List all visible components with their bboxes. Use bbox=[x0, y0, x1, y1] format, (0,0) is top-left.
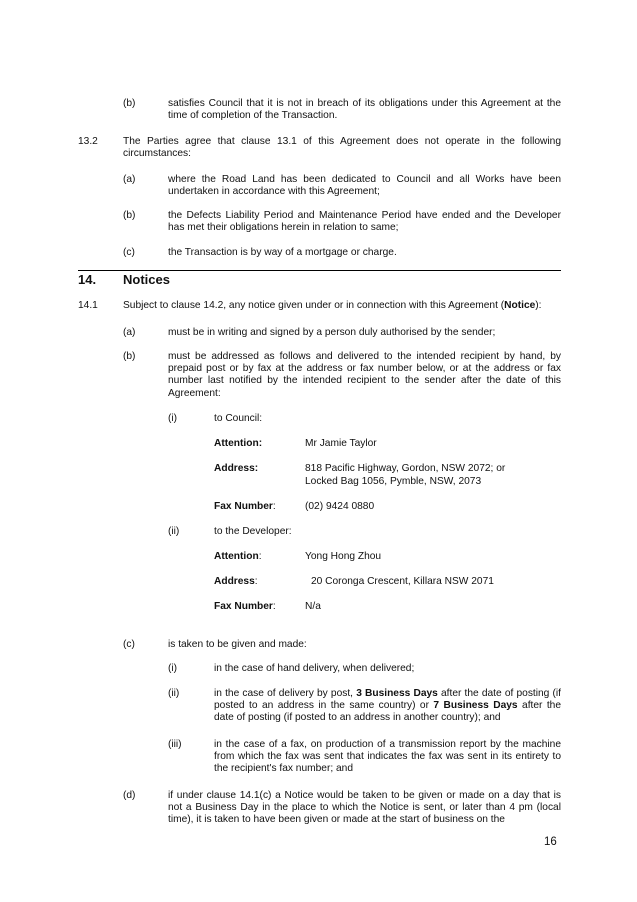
clause-14-1-text: Subject to clause 14.2, any notice given under or in connection with this Agreement (Notice): bbox=[123, 300, 542, 311]
clause-14-1-a-label: (a) bbox=[123, 327, 136, 338]
clause-14-1-b-label: (b) bbox=[123, 351, 136, 362]
section-14-title: Notices bbox=[123, 272, 170, 287]
section-divider-rule bbox=[78, 270, 561, 271]
clause-13-2-c-label: (c) bbox=[123, 247, 135, 258]
clause-13-2-a-text: where the Road Land has been dedicated to Council and all Works have been undertaken in accordance with this Agreement; bbox=[168, 174, 561, 198]
clause-14-1-c-i-label: (i) bbox=[168, 663, 178, 674]
clause-14-1-c-text: is taken to be given and made: bbox=[168, 639, 307, 650]
clause-13-1-b-label: (b) bbox=[123, 98, 136, 109]
clause-13-2-a-label: (a) bbox=[123, 174, 136, 185]
clause-14-1-c-iii-label: (iii) bbox=[168, 739, 182, 750]
council-fax-label: Fax Number: bbox=[214, 501, 276, 512]
clause-13-1-b-text: satisfies Council that it is not in breach of its obligations under this Agreement at the time of completion of the Transaction. bbox=[168, 98, 561, 122]
developer-fax-label: Fax Number: bbox=[214, 601, 276, 612]
developer-attention-label: Attention: bbox=[214, 551, 262, 562]
clause-14-1-c-label: (c) bbox=[123, 639, 135, 650]
council-fax-value: (02) 9424 0880 bbox=[305, 501, 375, 512]
council-address-line-2: Locked Bag 1056, Pymble, NSW, 2073 bbox=[305, 476, 482, 487]
clause-14-1-c-ii-label: (ii) bbox=[168, 688, 180, 699]
clause-14-1-c-ii-text: in the case of delivery by post, 3 Business Days after the date of posting (if posted to an address in the same country) or 7 Business Days after the date of posting (if posted to an address in another country); and bbox=[214, 688, 562, 724]
council-attention-label: Attention: bbox=[214, 438, 263, 449]
clause-14-1-d-text: if under clause 14.1(c) a Notice would be taken to be given or made on a day that is not a Business Day in the place to which the Notice is sent, or later than 4 pm (local time), it is taken to have been given or made at the start of business on the bbox=[168, 790, 561, 826]
clause-13-2-b-label: (b) bbox=[123, 210, 136, 221]
clause-14-1-c-iii-text: in the case of a fax, on production of a transmission report by the machine from which the fax was sent that indicates the fax was sent in its entirety to the recipient's fax number; and bbox=[214, 739, 561, 775]
council-address-label: Address: bbox=[214, 463, 259, 474]
developer-attention-value: Yong Hong Zhou bbox=[305, 551, 382, 562]
clause-13-2-number: 13.2 bbox=[78, 136, 98, 147]
council-item-label: (i) bbox=[168, 413, 178, 424]
clause-14-1-number: 14.1 bbox=[78, 300, 98, 311]
developer-address-label: Address: bbox=[214, 576, 258, 587]
clause-14-1-d-label: (d) bbox=[123, 790, 136, 801]
clause-13-2-b-text: the Defects Liability Period and Maintenance Period have ended and the Developer has met their obligations herein in relation to same; bbox=[168, 210, 561, 234]
clause-14-1-c-i-text: in the case of hand delivery, when delivered; bbox=[214, 663, 415, 674]
clause-13-2-c-text: the Transaction is by way of a mortgage or charge. bbox=[168, 247, 397, 258]
council-address-line-1: 818 Pacific Highway, Gordon, NSW 2072; or bbox=[305, 463, 506, 474]
council-attention-value: Mr Jamie Taylor bbox=[305, 438, 377, 449]
section-14-number: 14. bbox=[78, 272, 97, 287]
developer-fax-value: N/a bbox=[305, 601, 321, 612]
page-number: 16 bbox=[544, 836, 557, 848]
developer-address-value: 20 Coronga Crescent, Killara NSW 2071 bbox=[311, 576, 494, 587]
council-item-text: to Council: bbox=[214, 413, 263, 424]
developer-item-text: to the Developer: bbox=[214, 526, 292, 537]
developer-item-label: (ii) bbox=[168, 526, 180, 537]
clause-13-2-text: The Parties agree that clause 13.1 of this Agreement does not operate in the following circumstances: bbox=[123, 136, 561, 160]
clause-14-1-a-text: must be in writing and signed by a person duly authorised by the sender; bbox=[168, 327, 496, 338]
clause-14-1-b-text: must be addressed as follows and delivered to the intended recipient by hand, by prepaid post or by fax at the address or fax number below, or at the address or fax number last notified by the intended recipient to the sender after the date of this Agreement: bbox=[168, 351, 561, 399]
